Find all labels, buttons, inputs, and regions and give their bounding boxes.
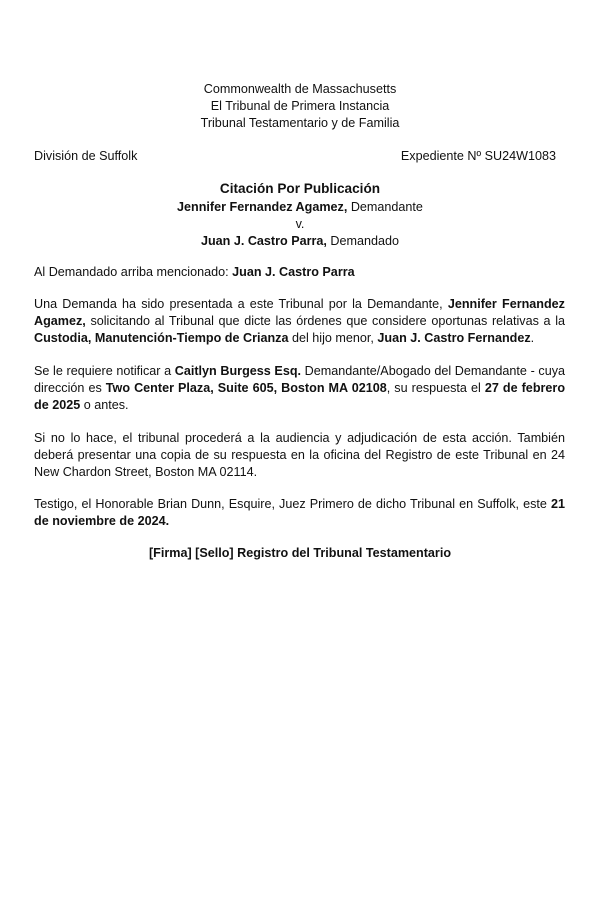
notice-text-3: , su respuesta el (386, 381, 485, 395)
header-line-3: Tribunal Testamentario y de Familia (200, 116, 400, 130)
complaint-child: Juan J. Castro Fernandez (377, 331, 531, 345)
division-label: División de Suffolk (34, 149, 138, 163)
notice-text-1: Se le requiere notificar a (34, 364, 175, 378)
attorney-name: Caitlyn Burgess Esq. (174, 364, 302, 378)
plaintiff-role: Demandante (347, 200, 423, 214)
header-line-1: Commonwealth de Massachusetts (203, 82, 397, 96)
plaintiff-name: Jennifer Fernandez Agamez, (177, 200, 348, 214)
versus-line: v. (295, 217, 305, 231)
title-block (0, 180, 600, 250)
witness-text: Testigo, el Honorable Brian Dunn, Esquire, Juez Primero de dicho Tribunal en Suffolk, este (34, 497, 551, 511)
complaint-text-3: del hijo menor, (288, 331, 378, 345)
docket-number: Expediente Nº SU24W1083 (400, 149, 556, 163)
response-deadline: 27 de febrero de 2025 (34, 381, 566, 412)
addressee-paragraph (34, 264, 565, 281)
attorney-address: Two Center Plaza, Suite 605, Boston MA 02108 (105, 381, 387, 395)
addressee-text: Al Demandado arriba mencionado: (34, 265, 233, 279)
complaint-paragraph (34, 296, 565, 347)
addressee-name: Juan J. Castro Parra (232, 265, 355, 279)
complaint-plaintiff: Jennifer Fernandez Agamez, (34, 297, 565, 328)
defendant-role: Demandado (326, 234, 400, 248)
witness-date: 21 de noviembre de 2024. (34, 497, 565, 528)
notice-text-4: o antes. (80, 398, 129, 412)
notice-text-2: Demandante/Abogado del Demandante - cuya dirección es (34, 364, 566, 395)
complaint-text-2: solicitando al Tribunal que dicte las órdenes que considere oportunas relativas a la (85, 314, 565, 328)
court-header (0, 81, 600, 132)
plaintiff-line (0, 199, 600, 216)
defendant-line (0, 233, 600, 250)
default-paragraph (34, 430, 565, 481)
case-meta-row (34, 148, 556, 165)
complaint-subject: Custodia, Manutención-Tiempo de Crianza (34, 331, 289, 345)
header-line-2: El Tribunal de Primera Instancia (210, 99, 390, 113)
defendant-name: Juan J. Castro Parra, (200, 234, 327, 248)
witness-paragraph (34, 496, 565, 530)
document-title: Citación Por Publicación (219, 181, 381, 196)
signature-line: [Firma] [Sello] Registro del Tribunal Testamentario (148, 546, 452, 560)
default-text: Si no lo hace, el tribunal procederá a la audiencia y adjudicación de esta acción. También deberá presentar una copia de su respuesta en la oficina del Registro de este Tribunal en 24 New Chardon Street, Boston MA 02114. (34, 431, 565, 479)
notice-paragraph (34, 363, 565, 414)
complaint-text-4: . (530, 331, 535, 345)
complaint-text-1: Una Demanda ha sido presentada a este Tribunal por la Demandante, (34, 297, 448, 311)
